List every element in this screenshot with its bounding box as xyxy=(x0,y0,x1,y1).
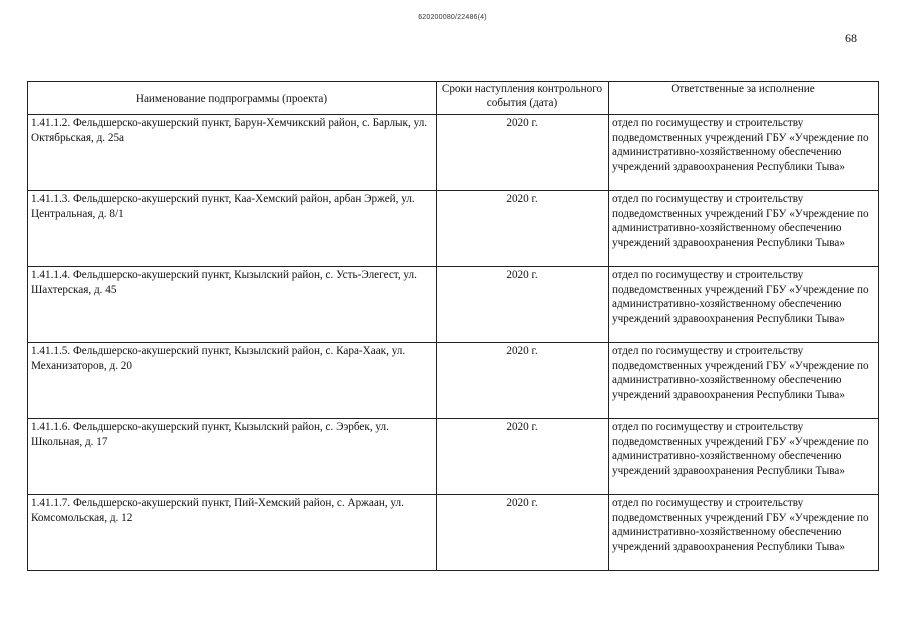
events-table xyxy=(27,81,879,571)
cell-event-date: 2020 г. xyxy=(437,419,609,495)
cell-responsible: отдел по госимуществу и строительству подведомственных учреждений ГБУ «Учреждение по административно-хозяйственному обеспечению учреждений здравоохранения Республики Тыва» xyxy=(609,115,879,191)
cell-project-name: 1.41.1.6. Фельдшерско-акушерский пункт, Кызылский район, с. Ээрбек, ул. Школьная, д. 17 xyxy=(28,419,437,495)
column-header-name: Наименование подпрограммы (проекта) xyxy=(28,82,437,115)
cell-project-name: 1.41.1.2. Фельдшерско-акушерский пункт, Барун-Хемчикский район, с. Барлык, ул. Октябрьская, д. 25а xyxy=(28,115,437,191)
cell-responsible: отдел по госимуществу и строительству подведомственных учреждений ГБУ «Учреждение по административно-хозяйственному обеспечению учреждений здравоохранения Республики Тыва» xyxy=(609,495,879,571)
cell-project-name: 1.41.1.5. Фельдшерско-акушерский пункт, Кызылский район, с. Кара-Хаак, ул. Механизаторов, д. 20 xyxy=(28,343,437,419)
table-header-row xyxy=(28,82,879,115)
cell-responsible: отдел по госимуществу и строительству подведомственных учреждений ГБУ «Учреждение по административно-хозяйственному обеспечению учреждений здравоохранения Республики Тыва» xyxy=(609,343,879,419)
table-row xyxy=(28,419,879,495)
column-header-responsible: Ответственные за исполнение xyxy=(609,82,879,115)
cell-event-date: 2020 г. xyxy=(437,267,609,343)
table-row xyxy=(28,343,879,419)
cell-project-name: 1.41.1.7. Фельдшерско-акушерский пункт, Пий-Хемский район, с. Аржаан, ул. Комсомольская, д. 12 xyxy=(28,495,437,571)
cell-event-date: 2020 г. xyxy=(437,191,609,267)
table-row xyxy=(28,267,879,343)
cell-event-date: 2020 г. xyxy=(437,115,609,191)
table-row xyxy=(28,495,879,571)
page-number: 68 xyxy=(845,31,857,45)
cell-responsible: отдел по госимуществу и строительству подведомственных учреждений ГБУ «Учреждение по административно-хозяйственному обеспечению учреждений здравоохранения Республики Тыва» xyxy=(609,419,879,495)
table-row xyxy=(28,115,879,191)
cell-responsible: отдел по госимуществу и строительству подведомственных учреждений ГБУ «Учреждение по административно-хозяйственному обеспечению учреждений здравоохранения Республики Тыва» xyxy=(609,191,879,267)
table-row xyxy=(28,191,879,267)
cell-project-name: 1.41.1.3. Фельдшерско-акушерский пункт, Каа-Хемский район, арбан Эржей, ул. Центральная, д. 8/1 xyxy=(28,191,437,267)
document-id: 620200080/22486(4) xyxy=(418,14,487,21)
column-header-date: Сроки наступления контрольного события (дата) xyxy=(437,82,609,115)
cell-responsible: отдел по госимуществу и строительству подведомственных учреждений ГБУ «Учреждение по административно-хозяйственному обеспечению учреждений здравоохранения Республики Тыва» xyxy=(609,267,879,343)
cell-event-date: 2020 г. xyxy=(437,495,609,571)
cell-event-date: 2020 г. xyxy=(437,343,609,419)
cell-project-name: 1.41.1.4. Фельдшерско-акушерский пункт, Кызылский район, с. Усть-Элегест, ул. Шахтерская, д. 45 xyxy=(28,267,437,343)
